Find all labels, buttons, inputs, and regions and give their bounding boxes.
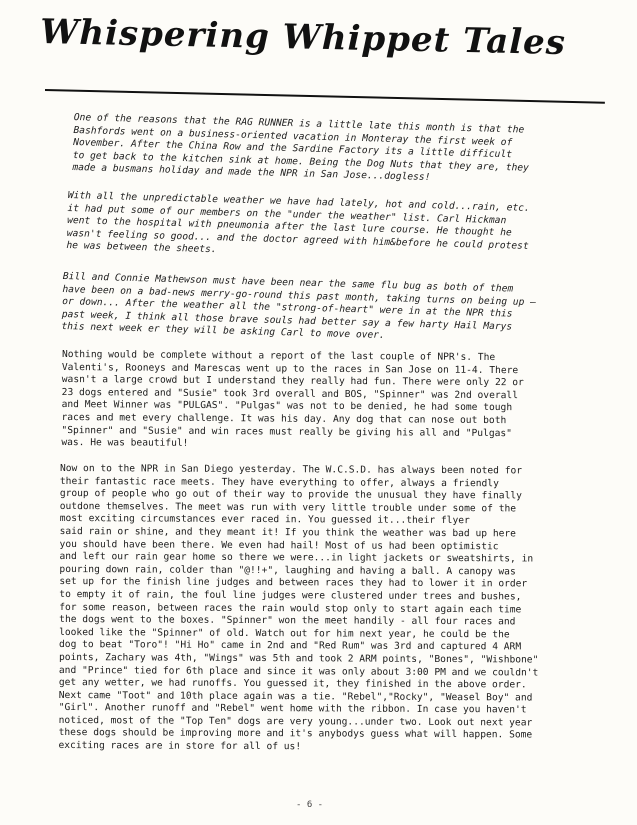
paragraph-mathewson-flu: Bill and Connie Mathewson must have been near the same flu bug as both of them have been on a bad-news merry-go-round this past month, taking turns on being up — or down... After the weather all the "strong-of-heart" were in at the NPR this past week, I think all those brave souls had better say a few harty Hail Marys this next week er they will be asking Carl to move over. <box>61 271 537 342</box>
paragraph-san-jose-npr: Nothing would be complete without a report of the last couple of NPR's. The Valenti's, Rooneys and Marescas went up to the races in San Jose on 11-4. There wasn't a large crowd but I understand they really had fun. There were only 22 or 23 dogs entered and "Susie" took 3rd overall and BOS, "Spinner" was 2nd overall and Meet Winner was "PULGAS". "Pulgas" was not to be denied, he had some tough races and met every challenge. It was his day. Any dog that can nose out both "Spinner" and "Susie" and win races must really be giving his all and "Pulgas" was. He was beautiful! <box>61 349 524 450</box>
masthead-title: Whispering Whippet Tales <box>39 12 567 64</box>
masthead-rule <box>45 89 605 104</box>
paragraph-bashfords-vacation: One of the reasons that the RAG RUNNER is a little late this month is that the Bashfords went on a business-oriented vacation in Monteray the first week of November. After the China Row and the Sardine Factory its a little difficult to get back to the kitchen sink at home. Being the Dog Nuts that they are, they made a busmans holiday and made the NPR in San Jose...dogless! <box>72 112 530 184</box>
paragraph-san-diego-npr: Now on to the NPR in San Diego yesterday. The W.C.S.D. has always been noted for their fantastic race meets. They have everything to offer, always a friendly group of people who go out of their way to provide the unusual they have finally outdone themselves. The meet was run with very little trouble under some of the most exciting circumstances ever raced in. You guessed it...their flyer said rain or shine, and they meant it! If you think the weather was bad up here you should have been there. We even had hail! Most of us had been optimistic and left our rain gear home so there we were...in light jackets or sweatshirts, in pouring down rain, colder than "@!!+", laughing and having a ball. A canopy was set up for the finish line judges and between races they had to lower it in order to empty it of rain, the foul line judges were clustered under trees and bushes, for some reason, between races the rain would stop only to start again each time the dogs went to the boxes. "Spinner" won the meet handily - all four races and looked like the "Spinner" of old. Watch out for him next year, he could be the dog to beat "Toro"! "Hi Ho" came in 2nd and "Red Rum" was 3rd and captured 4 ARM points, Zachary was 4th, "Wings" was 5th and took 2 ARM points, "Bones", "Wishbone" and "Prince" tied for 6th place and since it was only about 3:00 PM and we couldn't get any wetter, we had runoffs. You guessed it, they finished in the above order. Next came "Toot" and 10th place again was a tie. "Rebel","Rocky", "Weasel Boy" and "Girl". Another runoff and "Rebel" went home with the ribbon. In case you haven't noticed, most of the "Top Ten" dogs are very young...under two. Look out next year these dogs should be improving more and it's anybodys guess what will happen. Some exciting races are in store for all of us! <box>58 463 539 753</box>
page-number: - 6 - <box>296 800 324 810</box>
paragraph-weather-hickman: With all the unpredictable weather we have had lately, hot and cold...rain, etc. it had put some of our members on the "under the weather" list. Carl Hickman went to the hospital with pneumonia after the last lure course. He thought he wasn't feeling so good... and the doctor agreed with him&before he could protest he was between the sheets. <box>66 190 530 256</box>
